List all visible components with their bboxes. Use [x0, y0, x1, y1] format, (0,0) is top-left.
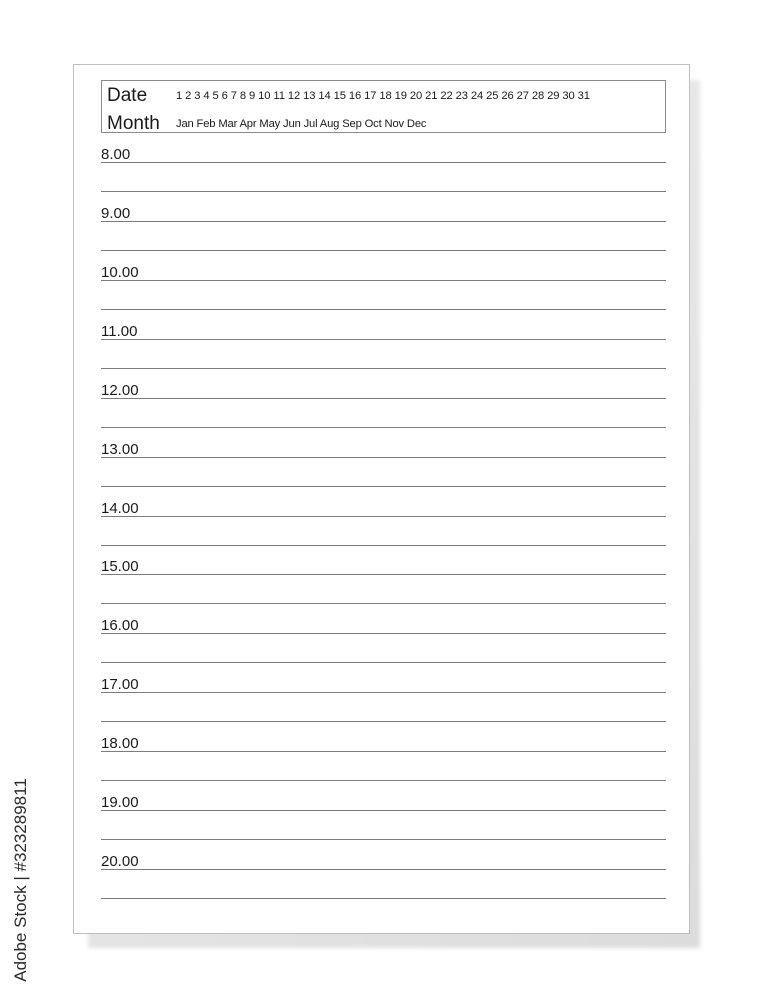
writing-line [101, 280, 666, 281]
date-month-header [101, 80, 666, 133]
writing-line [101, 780, 666, 781]
daily-planner-sheet [73, 64, 690, 934]
time-label: 12.00 [101, 382, 139, 399]
day-numbers: 1 2 3 4 5 6 7 8 9 10 11 12 13 14 15 16 17 18 19 20 21 22 23 24 25 26 27 28 29 30 31 [176, 90, 590, 102]
time-label: 11.00 [101, 323, 138, 340]
writing-line [101, 221, 666, 222]
date-label: Date [107, 85, 148, 106]
time-label: 20.00 [101, 853, 139, 870]
writing-line [101, 633, 666, 634]
writing-line [101, 839, 666, 840]
writing-line [101, 869, 666, 870]
time-slot-19 [101, 795, 666, 854]
time-label: 13.00 [101, 441, 139, 458]
writing-line [101, 250, 666, 251]
writing-line [101, 751, 666, 752]
writing-line [101, 721, 666, 722]
time-slot-8 [101, 147, 666, 206]
time-slot-12 [101, 383, 666, 442]
writing-line [101, 603, 666, 604]
writing-line [101, 516, 666, 517]
time-label: 8.00 [101, 146, 131, 163]
writing-line [101, 692, 666, 693]
time-slot-20 [101, 854, 666, 913]
writing-line [101, 309, 666, 310]
time-slot-14 [101, 501, 666, 560]
writing-line [101, 427, 666, 428]
writing-line [101, 662, 666, 663]
writing-line [101, 457, 666, 458]
time-slot-9 [101, 206, 666, 265]
writing-line [101, 191, 666, 192]
time-label: 16.00 [101, 617, 139, 634]
stock-credit-text: Adobe Stock | #323289811 [11, 778, 30, 982]
time-label: 15.00 [101, 558, 139, 575]
stock-credit [10, 770, 32, 990]
time-label: 14.00 [101, 500, 139, 517]
time-label: 18.00 [101, 735, 139, 752]
time-label: 19.00 [101, 794, 139, 811]
time-slot-17 [101, 677, 666, 736]
writing-line [101, 368, 666, 369]
time-slot-11 [101, 324, 666, 383]
writing-line [101, 545, 666, 546]
time-slot-10 [101, 265, 666, 324]
writing-line [101, 898, 666, 899]
time-slot-13 [101, 442, 666, 501]
writing-line [101, 810, 666, 811]
month-label: Month [107, 113, 160, 134]
writing-line [101, 398, 666, 399]
time-label: 17.00 [101, 676, 139, 693]
writing-line [101, 574, 666, 575]
time-slot-18 [101, 736, 666, 795]
writing-line [101, 162, 666, 163]
time-label: 9.00 [101, 205, 131, 222]
writing-line [101, 339, 666, 340]
time-slot-16 [101, 618, 666, 677]
time-slot-15 [101, 559, 666, 618]
time-label: 10.00 [101, 264, 139, 281]
writing-line [101, 486, 666, 487]
month-names: Jan Feb Mar Apr May Jun Jul Aug Sep Oct Nov Dec [176, 118, 427, 130]
